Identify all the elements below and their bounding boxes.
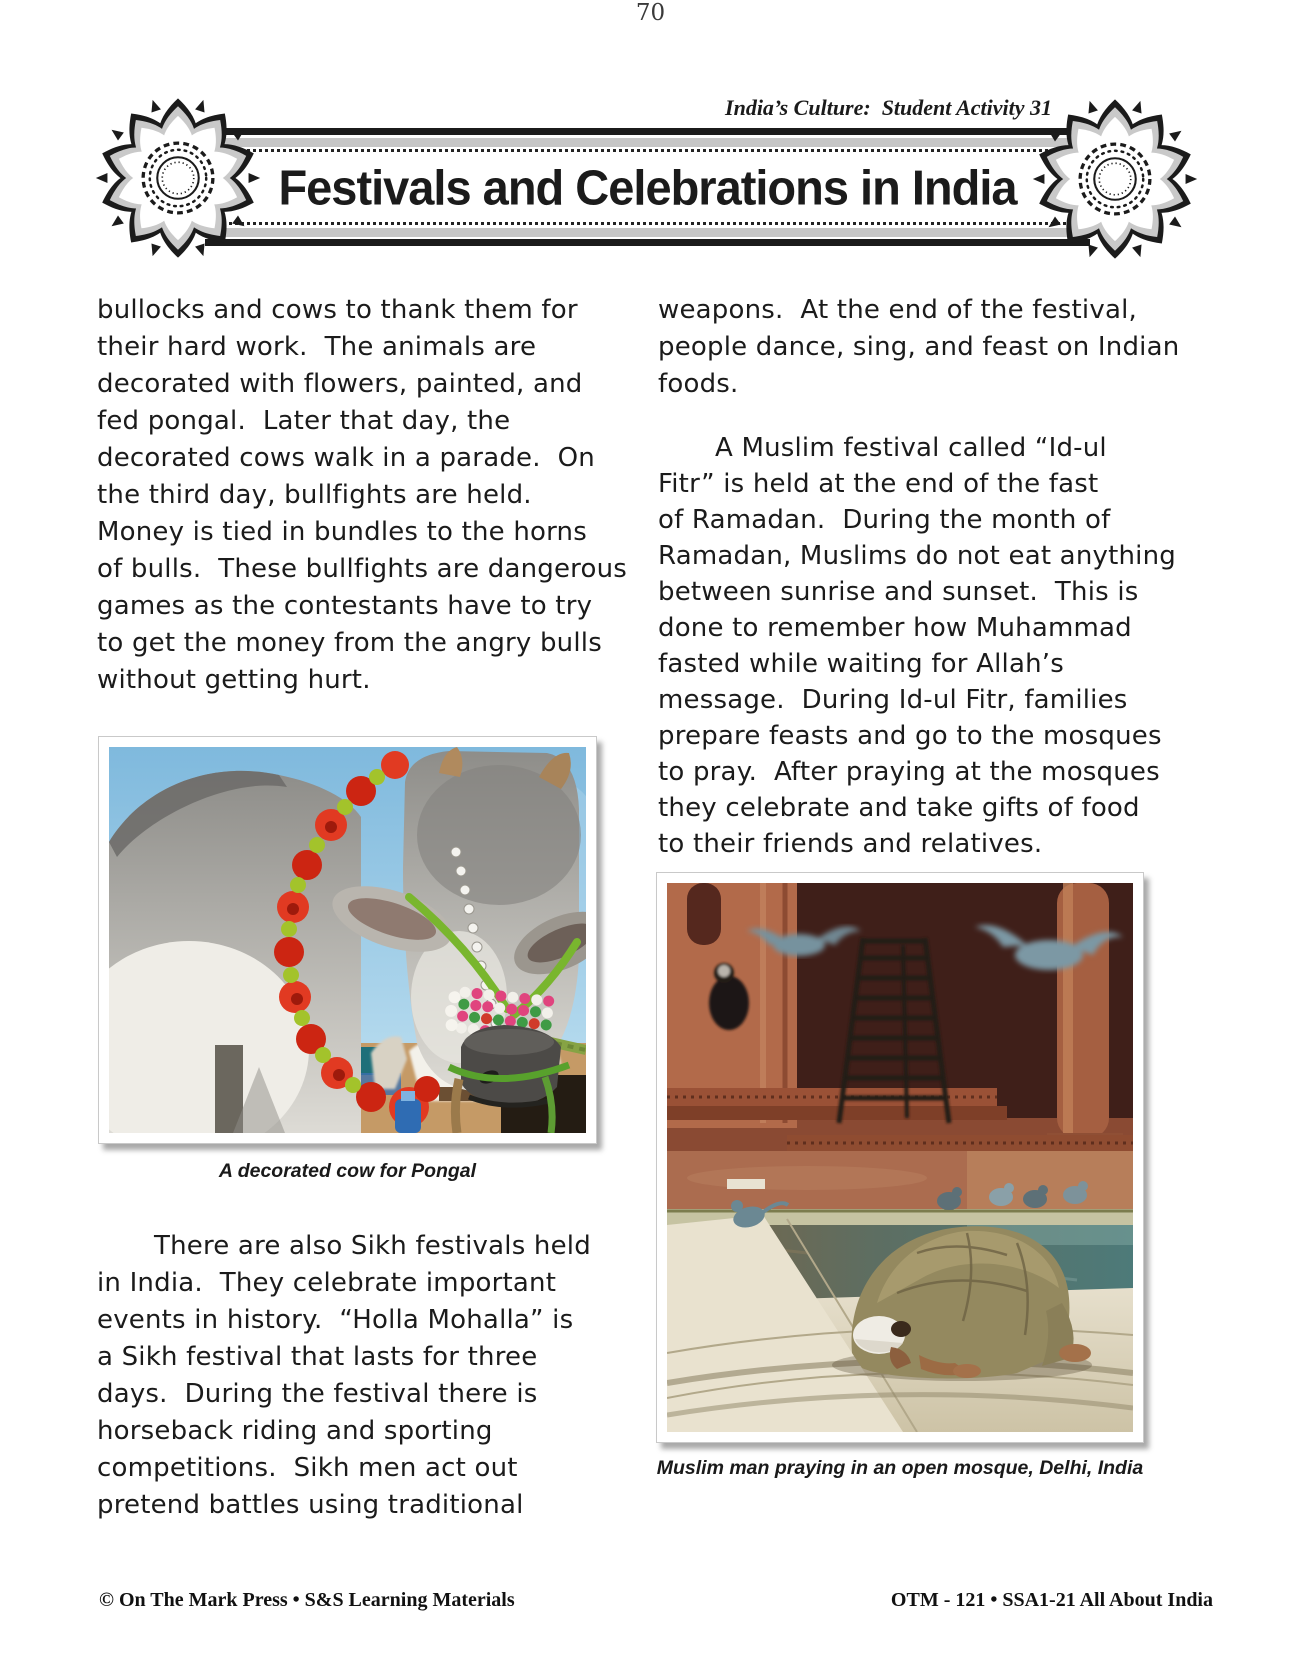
text-line: weapons. At the end of the festival,	[658, 295, 1137, 325]
text-line: horseback riding and sporting	[97, 1416, 493, 1446]
banner-stripe-bottom	[205, 225, 1090, 239]
figure-caption: A decorated cow for Pongal	[218, 1160, 477, 1182]
header-activity-label: India’s Culture: Student Activity 31	[725, 95, 1052, 120]
text-line: decorated with flowers, painted, and	[97, 369, 583, 399]
cow-photo	[98, 736, 597, 1144]
text-line: they celebrate and take gifts of food	[658, 793, 1140, 823]
mosque-photo	[656, 872, 1144, 1443]
text-line: A Muslim festival called “Id-ul	[715, 433, 1107, 463]
cow-photo-illustration	[109, 747, 586, 1133]
text-line: done to remember how Muhammad	[658, 613, 1132, 643]
text-line: the third day, bullfights are held.	[97, 480, 532, 510]
text-line: to get the money from the angry bulls	[97, 628, 602, 658]
text-line: pretend battles using traditional	[97, 1490, 524, 1520]
text-line: prepare feasts and go to the mosques	[658, 721, 1162, 751]
text-line: Fitr” is held at the end of the fast	[658, 469, 1099, 499]
text-line: days. During the festival there is	[97, 1379, 538, 1409]
publisher-credit: © On The Mark Press • S&S Learning Materials	[99, 1589, 515, 1611]
lotus-medallion-icon	[95, 95, 261, 261]
banner-stripe-top	[205, 135, 1090, 149]
text-line: bullocks and cows to thank them for	[97, 295, 578, 325]
text-line: Money is tied in bundles to the horns	[97, 517, 587, 547]
text-line: a Sikh festival that lasts for three	[97, 1342, 538, 1372]
text-line: fasted while waiting for Allah’s	[658, 649, 1064, 679]
text-line: of Ramadan. During the month of	[658, 505, 1111, 535]
text-line: between sunrise and sunset. This is	[658, 577, 1139, 607]
text-line: in India. They celebrate important	[97, 1268, 557, 1298]
text-line: Ramadan, Muslims do not eat anything	[658, 541, 1176, 571]
text-line: of bulls. These bullfights are dangerous	[97, 554, 628, 584]
lotus-medallion-icon	[1032, 96, 1198, 262]
title-banner	[205, 128, 1090, 246]
text-line: their hard work. The animals are	[97, 332, 537, 362]
text-line: fed pongal. Later that day, the	[97, 406, 511, 436]
text-line: to pray. After praying at the mosques	[658, 757, 1160, 787]
paragraph-festival-end	[658, 292, 1218, 403]
text-line: There are also Sikh festivals held	[154, 1231, 591, 1261]
figure-caption: Muslim man praying in an open mosque, Delhi, India	[656, 1457, 1144, 1479]
paragraph-idul-fitr	[658, 430, 1218, 862]
text-line: to their friends and relatives.	[658, 829, 1043, 859]
page-title: Festivals and Celebrations in India	[278, 159, 1017, 215]
mosque-photo-illustration	[667, 883, 1133, 1432]
text-line: without getting hurt.	[97, 665, 371, 695]
product-code: OTM - 121 • SSA1-21 All About India	[890, 1589, 1213, 1611]
banner-title-area	[205, 149, 1090, 225]
paragraph-sikh-festivals	[97, 1228, 663, 1524]
text-line: games as the contestants have to try	[97, 591, 593, 621]
text-line: foods.	[658, 369, 739, 399]
text-line: message. During Id-ul Fitr, families	[658, 685, 1128, 715]
text-line: decorated cows walk in a parade. On	[97, 443, 595, 473]
paragraph-pongal-festival	[97, 292, 663, 699]
page-number: 70	[635, 0, 666, 26]
text-line: competitions. Sikh men act out	[97, 1453, 518, 1483]
text-line: people dance, sing, and feast on Indian	[658, 332, 1180, 362]
text-line: events in history. “Holla Mohalla” is	[97, 1305, 574, 1335]
